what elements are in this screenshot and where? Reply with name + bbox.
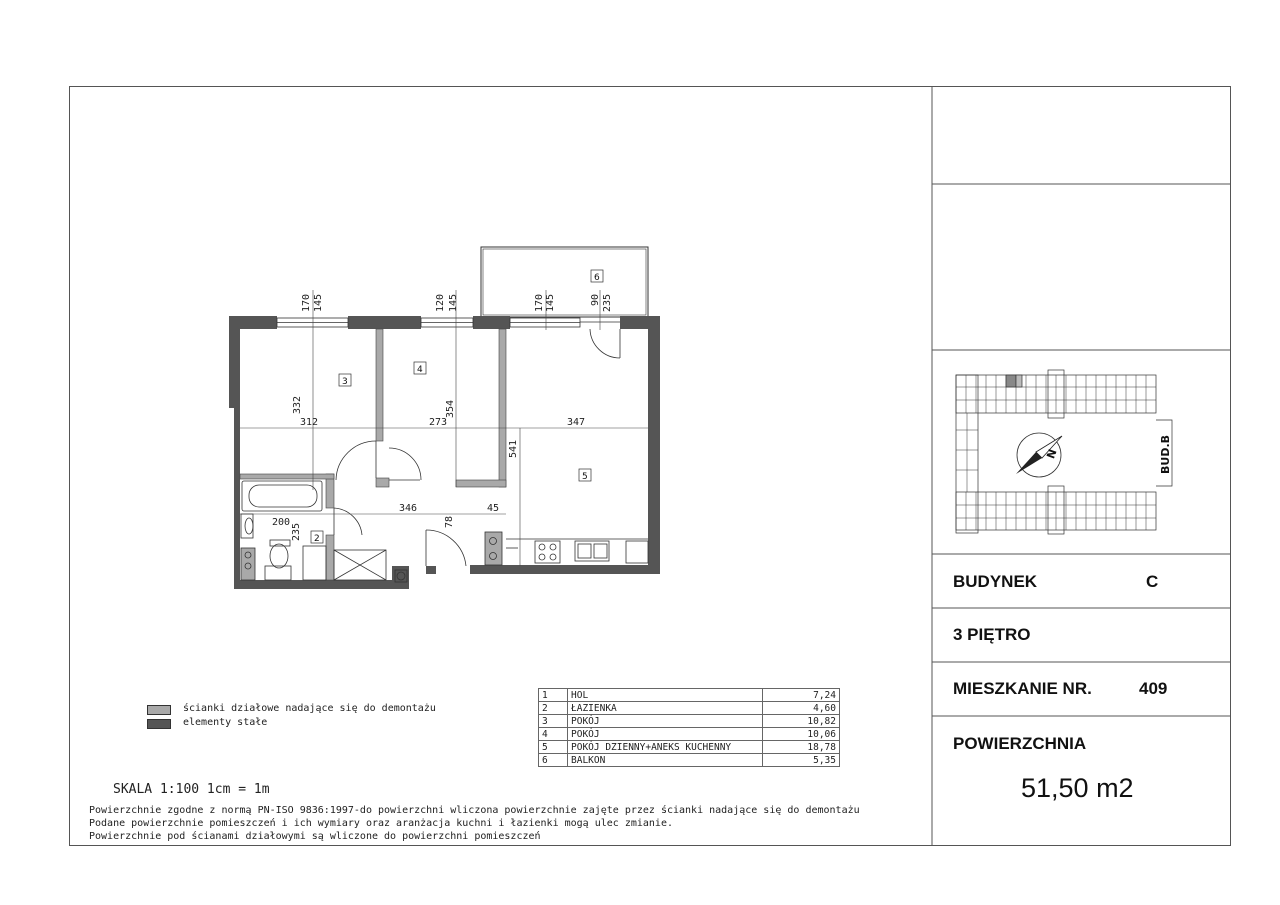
north-arrow bbox=[1016, 433, 1062, 477]
dim-top-170-c: 170 bbox=[534, 293, 545, 312]
room-no-5: 5 bbox=[582, 472, 588, 482]
dim-346: 346 bbox=[399, 503, 418, 514]
north-label: N bbox=[1044, 447, 1060, 461]
room-name-cell: BALKON bbox=[568, 754, 763, 767]
room-name-cell: HOL bbox=[568, 689, 763, 702]
dim-332: 332 bbox=[292, 395, 303, 414]
room-name-cell: POKÓJ bbox=[568, 715, 763, 728]
area-value: 51,50 m2 bbox=[1021, 773, 1134, 803]
budynek-label: BUDYNEK bbox=[953, 572, 1038, 591]
dim-354: 354 bbox=[445, 399, 456, 418]
dim-top-90-d: 90 bbox=[590, 293, 601, 306]
dim-200: 200 bbox=[272, 517, 291, 528]
table-row bbox=[539, 754, 840, 767]
dim-top-235-d: 235 bbox=[602, 293, 613, 312]
dim-235: 235 bbox=[291, 522, 302, 541]
room-name-cell: POKÓJ bbox=[568, 728, 763, 741]
room-area-cell: 4,60 bbox=[763, 702, 840, 715]
room-no-cell: 5 bbox=[539, 741, 568, 754]
room-no-cell: 4 bbox=[539, 728, 568, 741]
table-row bbox=[539, 715, 840, 728]
title-block-grid bbox=[932, 86, 1231, 846]
dim-top-145-a: 145 bbox=[313, 293, 324, 312]
legend-text-fixed: elementy stałe bbox=[183, 717, 268, 728]
legend-swatch-removable bbox=[147, 705, 171, 715]
dim-top-170-a: 170 bbox=[301, 293, 312, 312]
site-plan bbox=[956, 370, 1172, 534]
room-no-4: 4 bbox=[417, 365, 423, 375]
room-no-3: 3 bbox=[342, 377, 348, 387]
note-line-1: Powierzchnie zgodne z normą PN-ISO 9836:1997-do powierzchni wliczona powierzchnie zajęte przez ścianki nadające się do demontażu bbox=[89, 805, 860, 816]
room-no-cell: 2 bbox=[539, 702, 568, 715]
dim-78: 78 bbox=[444, 515, 455, 528]
room-name-cell: POKÓJ DZIENNY+ANEKS KUCHENNY bbox=[568, 741, 763, 754]
dim-top-145-c: 145 bbox=[545, 293, 556, 312]
room-no-6: 6 bbox=[594, 273, 600, 283]
note-line-2: Podane powierzchnie pomieszczeń i ich wymiary oraz aranżacja kuchni i łazienki mogą ulec zmianie. bbox=[89, 818, 673, 829]
room-no-2: 2 bbox=[314, 534, 320, 544]
wardrobe bbox=[303, 546, 407, 582]
room-no-cell: 6 bbox=[539, 754, 568, 767]
bathroom-fixtures bbox=[241, 481, 322, 580]
dim-top-120-b: 120 bbox=[435, 293, 446, 312]
dim-45: 45 bbox=[487, 503, 500, 514]
dim-541: 541 bbox=[508, 439, 519, 458]
dim-312: 312 bbox=[300, 417, 319, 428]
table-row bbox=[539, 741, 840, 754]
room-area-cell: 10,06 bbox=[763, 728, 840, 741]
building-tag: BUD.B bbox=[1159, 434, 1172, 474]
windows bbox=[277, 318, 580, 327]
room-no-cell: 3 bbox=[539, 715, 568, 728]
kitchen-unit bbox=[485, 532, 648, 565]
floor-label: 3 PIĘTRO bbox=[953, 625, 1031, 644]
table-row bbox=[539, 728, 840, 741]
note-line-3: Powierzchnie pod ścianami działowymi są wliczone do powierzchni pomieszczeń bbox=[89, 831, 541, 842]
room-no-cell: 1 bbox=[539, 689, 568, 702]
apartment-label: MIESZKANIE NR. bbox=[953, 679, 1092, 698]
dim-347: 347 bbox=[567, 417, 586, 428]
room-area-cell: 18,78 bbox=[763, 741, 840, 754]
rooms-table bbox=[538, 688, 840, 767]
dim-273: 273 bbox=[429, 417, 448, 428]
area-label: POWIERZCHNIA bbox=[953, 734, 1087, 753]
dim-top-145-b: 145 bbox=[448, 293, 459, 312]
outer-walls bbox=[229, 316, 660, 589]
scale-label: SKALA 1:100 1cm = 1m bbox=[113, 782, 270, 797]
room-area-cell: 10,82 bbox=[763, 715, 840, 728]
table-row bbox=[539, 702, 840, 715]
table-row bbox=[539, 689, 840, 702]
balcony bbox=[481, 247, 648, 317]
partition-walls bbox=[240, 329, 506, 580]
budynek-value: C bbox=[1146, 572, 1159, 591]
apartment-number: 409 bbox=[1139, 679, 1168, 698]
legend-text-removable: ścianki działowe nadające się do demontażu bbox=[183, 703, 436, 714]
room-area-cell: 7,24 bbox=[763, 689, 840, 702]
dimension-labels bbox=[272, 294, 613, 541]
room-area-cell: 5,35 bbox=[763, 754, 840, 767]
legend-swatch-fixed bbox=[147, 719, 171, 729]
room-name-cell: ŁAZIENKA bbox=[568, 702, 763, 715]
